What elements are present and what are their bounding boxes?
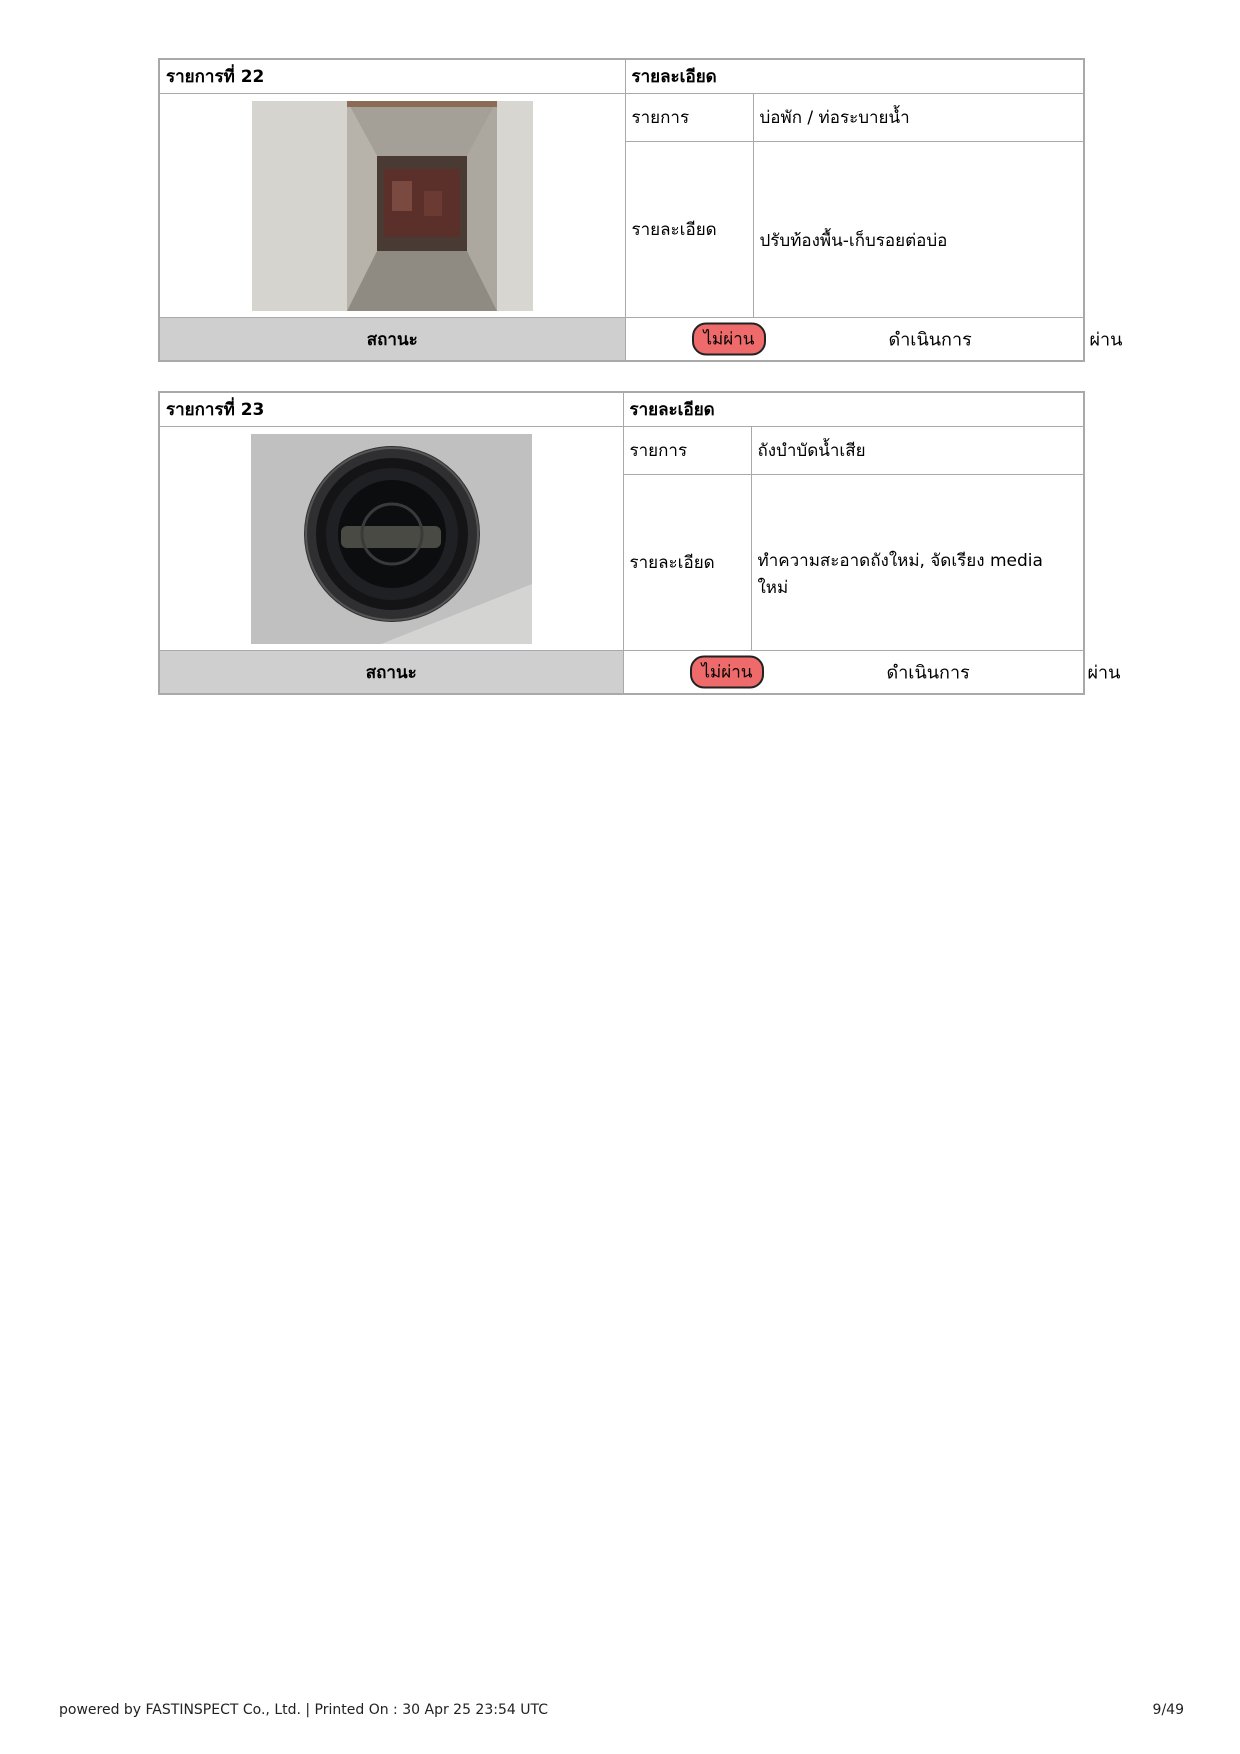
status-option-fail-selected[interactable]: ไม่ผ่าน <box>692 323 767 356</box>
photo-cell <box>160 427 623 651</box>
inspection-item-23 <box>158 391 1121 695</box>
status-option-in-progress[interactable]: ดำเนินการ <box>886 662 970 684</box>
item-label: รายการ <box>625 94 753 142</box>
detail-value: ทำความสะอาดถังใหม่, จัดเรียง media ใหม่ <box>751 475 1083 651</box>
item-value: ถังบำบัดน้ำเสีย <box>751 427 1083 475</box>
detail-header: รายละเอียด <box>623 393 1083 427</box>
item-label: รายการ <box>623 427 751 475</box>
status-option-pass[interactable]: ผ่าน <box>1087 662 1121 684</box>
septic-tank-photo[interactable] <box>251 434 532 644</box>
status-option-fail-selected[interactable]: ไม่ผ่าน <box>690 656 765 689</box>
detail-header: รายละเอียด <box>625 60 1083 94</box>
status-option-pass[interactable]: ผ่าน <box>1089 329 1123 351</box>
status-options <box>625 318 1123 361</box>
status-option-in-progress[interactable]: ดำเนินการ <box>888 329 972 351</box>
item-title: รายการที่ 22 <box>160 60 625 94</box>
page-number: 9/49 <box>1152 1702 1184 1718</box>
status-label: สถานะ <box>160 318 625 361</box>
drain-manhole-photo[interactable] <box>252 101 533 311</box>
inspection-item-22 <box>158 58 1123 362</box>
detail-label: รายละเอียด <box>623 475 751 651</box>
footer-printed-info: powered by FASTINSPECT Co., Ltd. | Printed On : 30 Apr 25 23:54 UTC <box>59 1702 548 1718</box>
detail-value: ปรับท้องพื้น-เก็บรอยต่อบ่อ <box>753 142 1083 318</box>
item-value: บ่อพัก / ท่อระบายน้ำ <box>753 94 1083 142</box>
photo-cell <box>160 94 625 318</box>
detail-label: รายละเอียด <box>625 142 753 318</box>
status-options <box>623 651 1121 694</box>
item-title: รายการที่ 23 <box>160 393 623 427</box>
status-label: สถานะ <box>160 651 623 694</box>
